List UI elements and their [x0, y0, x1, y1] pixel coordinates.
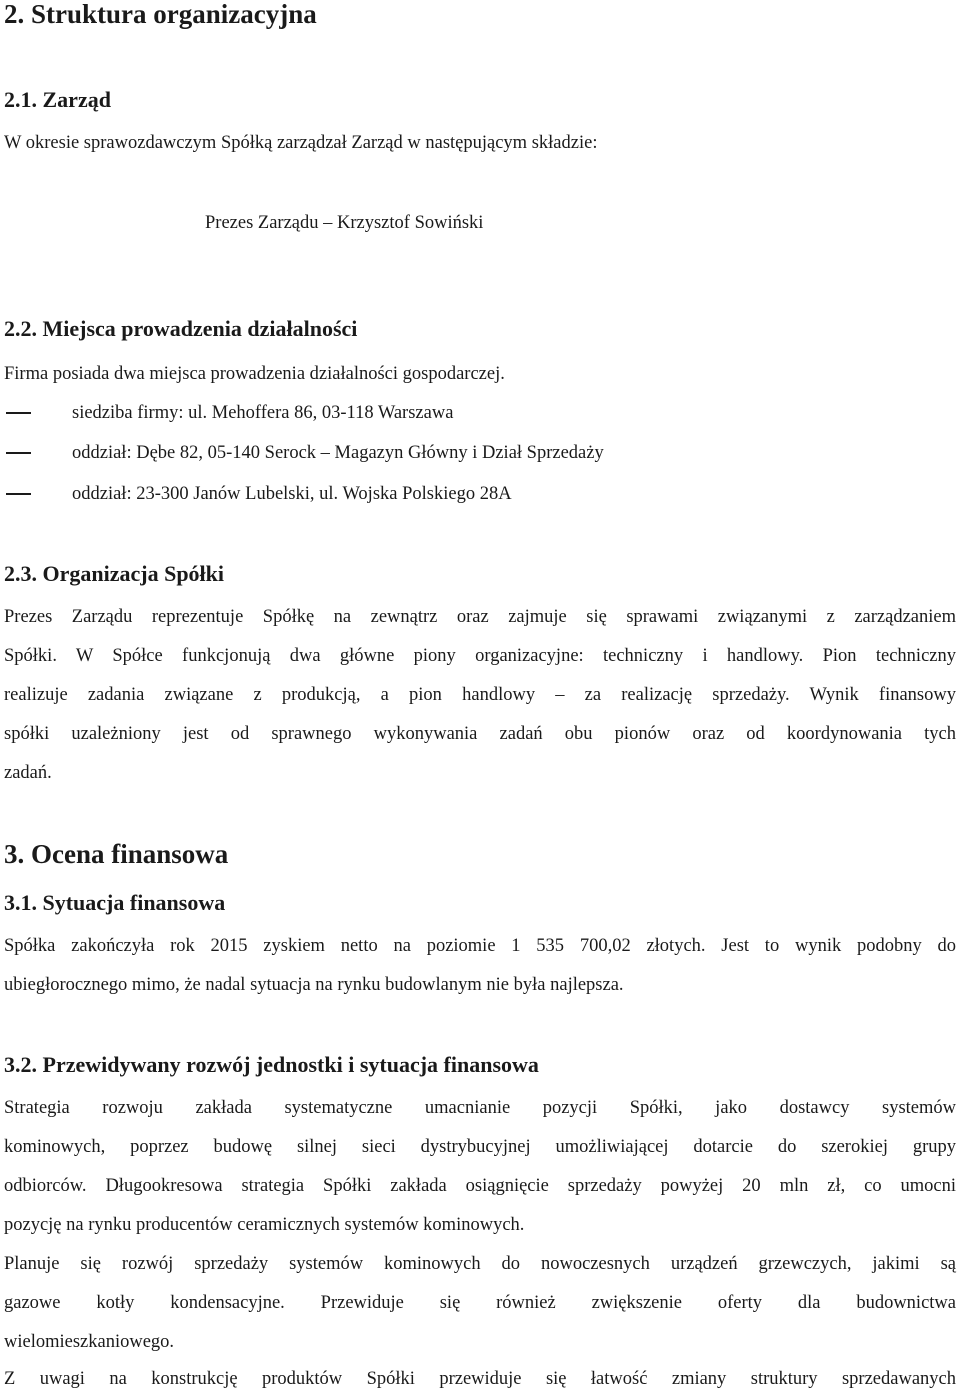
- dash-bullet-icon: [6, 452, 31, 454]
- development-paragraph-line: gazowe kotły kondensacyjne. Przewiduje się również zwiększenie oferty dla budownictwa: [4, 1293, 956, 1313]
- org-paragraph-line: realizuje zadania związane z produkcją, a pion handlowy – za realizację sprzedaży. Wynik finansowy: [4, 685, 956, 705]
- org-paragraph-line: zadań.: [4, 763, 52, 783]
- strategy-paragraph-line: odbiorców. Długookresowa strategia Spółki zakłada osiągnięcie sprzedaży powyżej 20 mln zł, co umocni: [4, 1176, 956, 1196]
- strategy-paragraph-line: pozycję na rynku producentów ceramicznych systemów kominowych.: [4, 1215, 525, 1235]
- finance-paragraph-line: ubiegłorocznego mimo, że nadal sytuacja na rynku budowlanym nie była najlepsza.: [4, 975, 624, 995]
- dash-bullet-icon: [6, 493, 31, 495]
- subsection-heading-2-3: 2.3. Organizacja Spółki: [4, 561, 225, 586]
- subsection-heading-2-2: 2.2. Miejsca prowadzenia działalności: [4, 316, 358, 341]
- org-paragraph-line: Prezes Zarządu reprezentuje Spółkę na zewnątrz oraz zajmuje się sprawami związanymi z zarządzaniem: [4, 607, 956, 627]
- section-heading-3: 3. Ocena finansowa: [4, 839, 229, 869]
- board-member: Prezes Zarządu – Krzysztof Sowiński: [205, 213, 484, 233]
- location-text: siedziba firmy: ul. Mehoffera 86, 03-118 Warszawa: [72, 403, 454, 423]
- locations-intro: Firma posiada dwa miejsca prowadzenia działalności gospodarczej.: [4, 364, 505, 384]
- location-text: oddział: Dębe 82, 05-140 Serock – Magazyn Główny i Dział Sprzedaży: [72, 443, 604, 463]
- location-text: oddział: 23-300 Janów Lubelski, ul. Wojska Polskiego 28A: [72, 484, 512, 504]
- strategy-paragraph-line: Strategia rozwoju zakłada systematyczne umacnianie pozycji Spółki, jako dostawcy systemów: [4, 1098, 956, 1118]
- dash-bullet-icon: [6, 412, 31, 414]
- strategy-paragraph-line: kominowych, poprzez budowę silnej sieci dystrybucyjnej umożliwiającej dotarcie do szerokiej grupy: [4, 1137, 956, 1157]
- org-paragraph-line: spółki uzależniony jest od sprawnego wykonywania zadań obu pionów oraz od koordynowania tych: [4, 724, 956, 744]
- structure-paragraph-line: Z uwagi na konstrukcję produktów Spółki przewiduje się łatwość zmiany struktury sprzedawanych: [4, 1369, 956, 1389]
- subsection-heading-3-1: 3.1. Sytuacja finansowa: [4, 890, 226, 915]
- subsection-heading-3-2: 3.2. Przewidywany rozwój jednostki i sytuacja finansowa: [4, 1052, 539, 1077]
- board-intro: W okresie sprawozdawczym Spółką zarządzał Zarząd w następującym składzie:: [4, 133, 598, 153]
- org-paragraph-line: Spółki. W Spółce funkcjonują dwa główne piony organizacyjne: techniczny i handlowy. Pion techniczny: [4, 646, 956, 666]
- section-heading-2: 2. Struktura organizacyjna: [4, 0, 317, 29]
- development-paragraph-line: wielomieszkaniowego.: [4, 1332, 175, 1352]
- subsection-heading-2-1: 2.1. Zarząd: [4, 87, 111, 112]
- finance-paragraph-line: Spółka zakończyła rok 2015 zyskiem netto na poziomie 1 535 700,02 złotych. Jest to wynik podobny do: [4, 936, 956, 956]
- development-paragraph-line: Planuje się rozwój sprzedaży systemów kominowych do nowoczesnych urządzeń grzewczych, jakimi są: [4, 1254, 956, 1274]
